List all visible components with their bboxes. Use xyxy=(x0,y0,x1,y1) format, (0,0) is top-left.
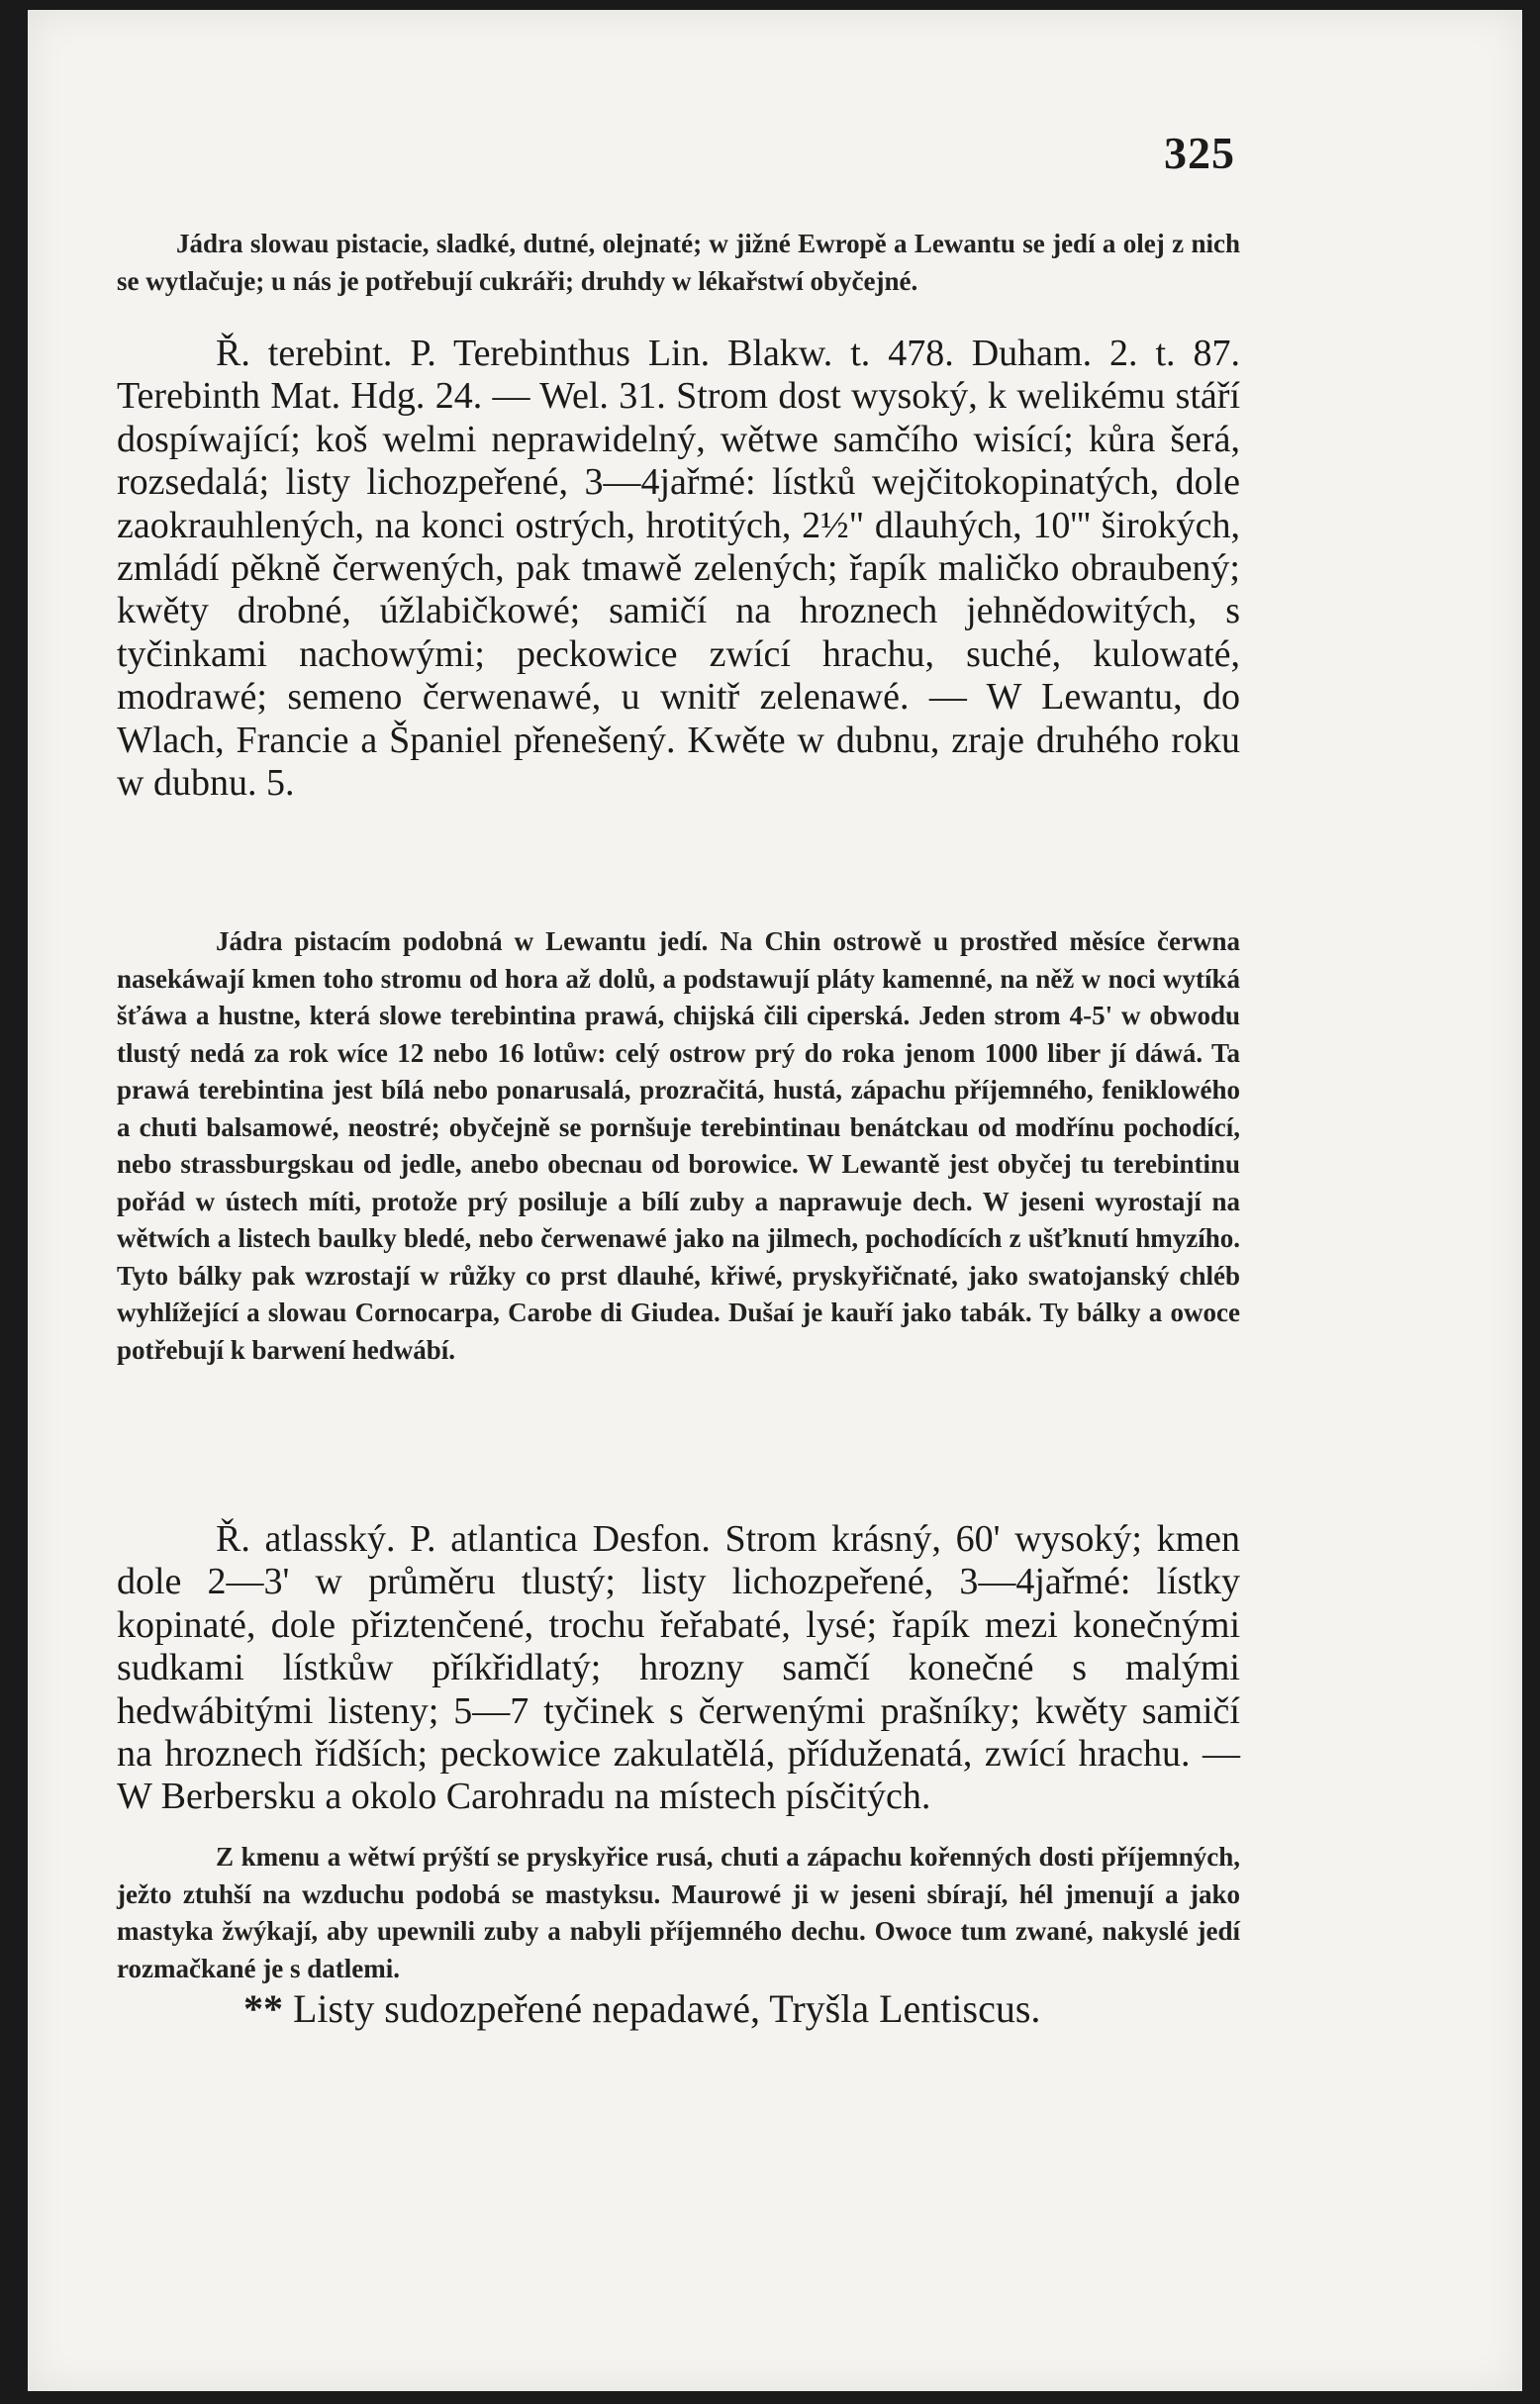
section-heading-text: Listy sudozpeřené nepadawé, Tryšla Lentiscus. xyxy=(293,1986,1041,2031)
book-page xyxy=(28,10,1522,2391)
paragraph-terebinth-description: Ř. terebint. P. Terebinthus Lin. Blakw. t. 478. Duham. 2. t. 87. Terebinth Mat. Hdg. 24. — Wel. 31. Strom dost wysoký, k welikému stáří dospíwající; koš welmi neprawidelný, wětwe samčího wisící; kůra šerá, rozsedalá; listy lichozpeřené, 3—4jařmé: lístků wejčitokopinatých, dole zaokrauhlených, na konci ostrých, hrotitých, 2½" dlauhých, 10''' širokých, zmládí pěkně čerwených, pak tmawě zelených; řapík maličko obraubený; kwěty drobné, úžlabičkowé; samičí na hroznech jehnědowitých, s tyčinkami nachowými; peckowice zwící hrachu, suché, kulowaté, modrawé; semeno čerwenawé, u wnitř zelenawé. — W Lewantu, do Wlach, Francie a Španiel přenešený. Kwěte w dubnu, zraje druhého roku w dubnu. 5. xyxy=(117,333,1240,805)
page-number: 325 xyxy=(1164,128,1235,178)
section-heading-lentiscus xyxy=(243,1985,1040,2033)
paragraph-pistachio-kernels: Jádra slowau pistacie, sladké, dutné, olejnaté; w jižné Ewropě a Lewantu se jedí a olej z nich se wytlačuje; u nás je potřebují cukráři; druhdy w lékařstwí obyčejné. xyxy=(117,229,1240,296)
paragraph-atlas-description: Ř. atlasský. P. atlantica Desfon. Strom krásný, 60' wysoký; kmen dole 2—3' w průměru tlustý; listy lichozpeřené, 3—4jařmé: lístky kopinaté, dole přiztenčené, trochu řeřabaté, lysé; řapík mezi konečnými sudkami lístkůw příkřidlatý; hrozny samčí konečné s malými hedwábitými listeny; 5—7 tyčinek s čerwenými prašníky; kwěty samičí na hroznech řídších; peckowice zakulatělá, příduženatá, zwící hrachu. — W Berbersku a okolo Carohradu na místech písčitých. xyxy=(117,1518,1240,1818)
asterisk-marker: ** xyxy=(243,1986,283,2031)
paragraph-atlas-uses: Z kmenu a wětwí prýští se pryskyřice rusá, chuti a zápachu kořenných dosti příjemných, ježto ztuhší na wzduchu podobá se mastyksu. Maurowé ji w jeseni sbírají, hél jmenují a jako mastyka žwýkají, aby upewnili zuby a nabyli příjemného dechu. Owoce tum zwané, nakyslé jedí rozmačkané je s datlemi. xyxy=(117,1842,1240,1983)
paragraph-terebinth-uses: Jádra pistacím podobná w Lewantu jedí. Na Chin ostrowě u prostřed měsíce čerwna nasekáwají kmen toho stromu od hora až dolů, a podstawují pláty kamenné, na něž w noci wytíká šťáwa a hustne, která slowe terebintina prawá, chijská čili ciperská. Jeden strom 4-5' w obwodu tlustý nedá za rok wíce 12 nebo 16 lotůw: celý ostrow prý do roka jenom 1000 liber jí dáwá. Ta prawá terebintina jest bílá nebo ponarusalá, prozračitá, hustá, zápachu příjemného, feniklowého a chuti balsamowé, neostré; obyčejně se pornšuje terebintinau benátckau od modřínu pochodící, nebo strassburgskau od jedle, anebo obecnau od borowice. W Lewantě jest obyčej tu terebintinu pořád w ústech míti, protože prý posiluje a bílí zuby a naprawuje dech. W jeseni wyrostají na wětwích a listech baulky bledé, nebo čerwenawé jako na jilmech, pochodících z ušťknutí hmyzího. Tyto bálky pak wzrostají w růžky co prst dlauhé, křiwé, pryskyřičnaté, jako swatojanský chléb wyhlížející a slowau Cornocarpa, Carobe di Giudea. Dušaí je kauří jako tabák. Ty bálky a owoce potřebují k barwení hedwábí. xyxy=(117,926,1240,1365)
